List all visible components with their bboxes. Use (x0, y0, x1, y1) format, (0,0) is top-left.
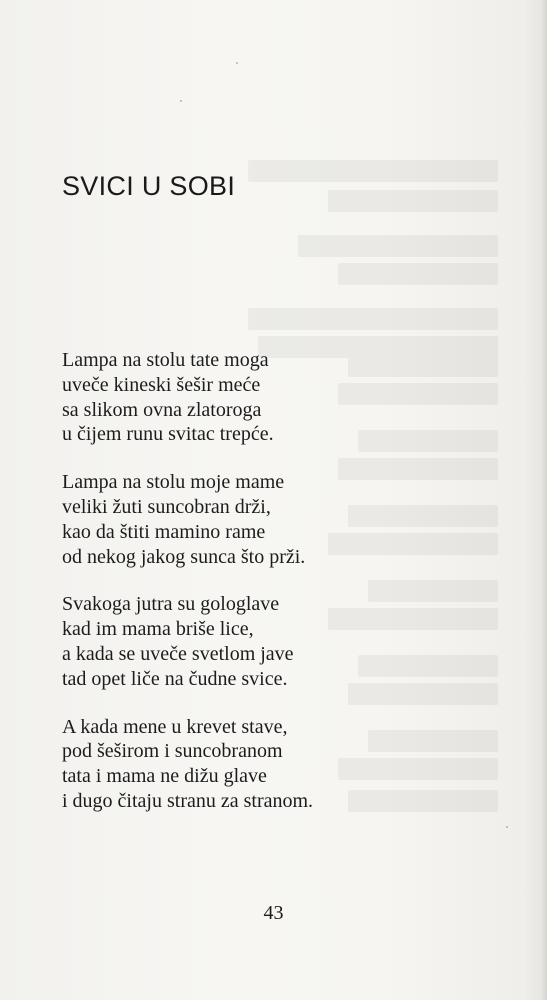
poem-line: veliki žuti suncobran drži, (62, 495, 271, 518)
poem-line: od nekog jakog sunca što prži. (62, 545, 306, 568)
paper-speck (236, 62, 238, 64)
poem-line: pod šeširom i suncobranom (62, 740, 283, 763)
poem-body (62, 348, 462, 837)
poem-line: kao da štiti mamino rame (62, 520, 266, 543)
poem-stanza (62, 470, 462, 569)
poem-line: uveče kineski šešir meće (62, 373, 261, 396)
poem-line: A kada mene u krevet stave, (62, 715, 288, 738)
poem-line: Svakoga jutra su gologlave (62, 593, 280, 616)
poem-stanza (62, 348, 462, 447)
page-number: 43 (263, 902, 284, 924)
poem-line: a kada se uveče svetlom jave (62, 642, 294, 665)
poem-line: kad im mama briše lice, (62, 618, 254, 641)
paper-speck (180, 100, 182, 102)
poem-line: tata i mama ne dižu glave (62, 765, 267, 788)
poem-line: tad opet liče na čudne svice. (62, 667, 288, 690)
poem-line: Lampa na stolu moje mame (62, 471, 285, 494)
poem-title: SVICI U SOBI (62, 171, 236, 201)
poem-line: u čijem runu svitac trepće. (62, 423, 274, 446)
poem-line: Lampa na stolu tate moga (62, 349, 269, 371)
poem-line: sa slikom ovna zlatoroga (62, 398, 262, 421)
poem-line: i dugo čitaju stranu za stranom. (62, 789, 314, 812)
poem-stanza (62, 592, 462, 691)
paper-speck (506, 826, 508, 828)
page-edge-shadow (541, 0, 547, 1000)
poem-stanza (62, 715, 462, 814)
